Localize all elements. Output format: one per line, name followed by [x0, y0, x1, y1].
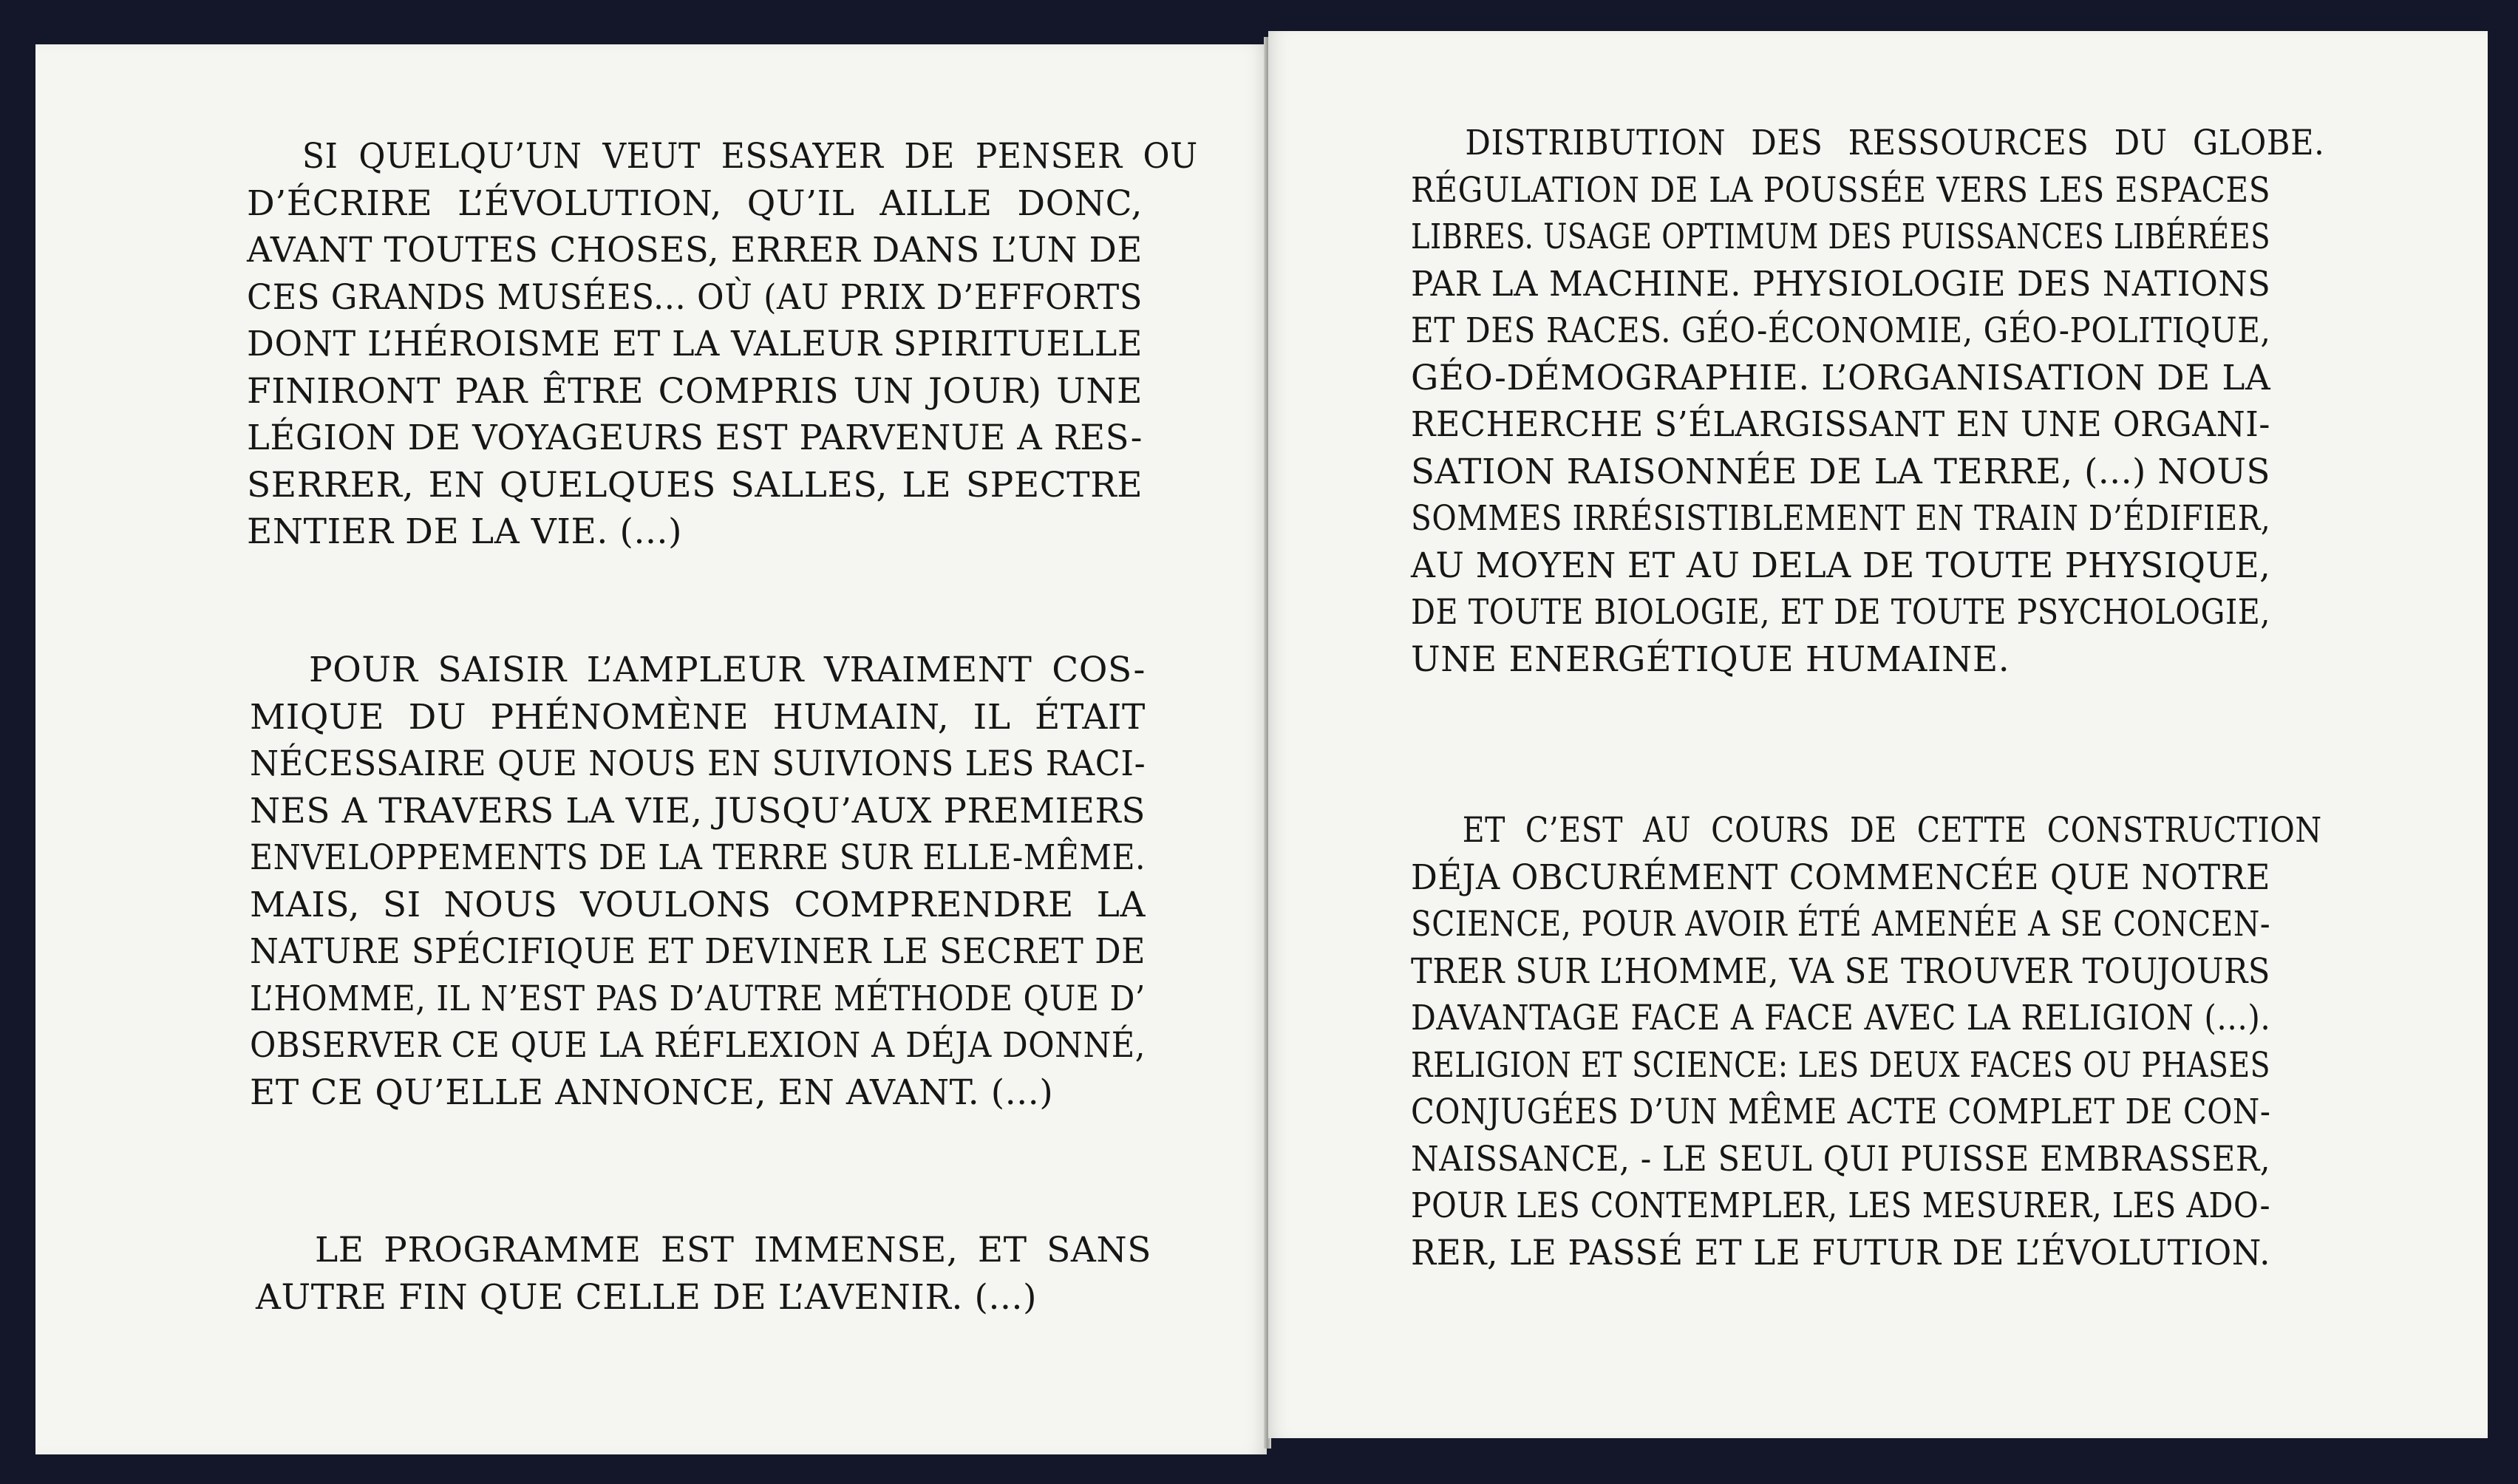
text-line: RER, LE PASSÉ ET LE FUTUR DE L’ÉVOLUTION. — [1411, 1232, 2271, 1273]
text-line: NÉCESSAIRE QUE NOUS EN SUIVIONS LES RACI- — [250, 743, 1146, 784]
text-line: SATION RAISONNÉE DE LA TERRE, (...) NOUS — [1411, 451, 2271, 492]
text-line: FINIRONT PAR ÊTRE COMPRIS UN JOUR) UNE — [247, 370, 1143, 412]
text-line: AVANT TOUTES CHOSES, ERRER DANS L’UN DE — [247, 230, 1143, 270]
text-line: RELIGION ET SCIENCE: LES DEUX FACES OU PHASES — [1411, 1044, 2271, 1086]
left-page — [35, 44, 1267, 1454]
left-paragraph-2 — [250, 647, 1146, 1116]
text-line: SOMMES IRRÉSISTIBLEMENT EN TRAIN D’ÉDIFIER, — [1411, 498, 2271, 539]
text-line: NATURE SPÉCIFIQUE ET DEVINER LE SECRET DE — [250, 931, 1146, 972]
text-line: AU MOYEN ET AU DELA DE TOUTE PHYSIQUE, — [1411, 545, 2271, 586]
right-page — [1268, 31, 2488, 1438]
text-line: DAVANTAGE FACE A FACE AVEC LA RELIGION (...). — [1411, 998, 2271, 1038]
text-line: NAISSANCE, - LE SEUL QUI PUISSE EMBRASSER, — [1411, 1138, 2271, 1180]
text-line: MAIS, SI NOUS VOULONS COMPRENDRE LA — [250, 884, 1146, 925]
text-line: AUTRE FIN QUE CELLE DE L’AVENIR. (...) — [256, 1276, 1038, 1318]
text-line: LIBRES. USAGE OPTIMUM DES PUISSANCES LIBÉRÉES — [1411, 217, 2270, 257]
text-line: DÉJA OBCURÉMENT COMMENCÉE QUE NOTRE — [1411, 857, 2271, 898]
text-line: ENTIER DE LA VIE. (...) — [247, 511, 682, 552]
text-line: POUR SAISIR L’AMPLEUR VRAIMENT COS- — [309, 650, 1146, 690]
text-line: PAR LA MACHINE. PHYSIOLOGIE DES NATIONS — [1411, 263, 2271, 304]
text-line: DISTRIBUTION DES RESSOURCES DU GLOBE. — [1465, 123, 2325, 163]
text-line: OBSERVER CE QUE LA RÉFLEXION A DÉJA DONNÉ, — [250, 1025, 1146, 1066]
text-line: NES A TRAVERS LA VIE, JUSQU’AUX PREMIERS — [250, 790, 1146, 831]
left-paragraph-1 — [247, 133, 1198, 556]
text-line: CES GRANDS MUSÉES... OÙ (AU PRIX D’EFFORTS — [247, 276, 1143, 318]
text-line: GÉO-DÉMOGRAPHIE. L’ORGANISATION DE LA — [1411, 357, 2271, 398]
text-line: CONJUGÉES D’UN MÊME ACTE COMPLET DE CON- — [1411, 1092, 2271, 1132]
text-line: MIQUE DU PHÉNOMÈNE HUMAIN, IL ÉTAIT — [250, 696, 1146, 738]
text-line: LÉGION DE VOYAGEURS EST PARVENUE A RES- — [247, 418, 1143, 458]
text-line: SCIENCE, POUR AVOIR ÉTÉ AMENÉE A SE CONCEN- — [1411, 904, 2271, 944]
right-paragraph-1 — [1411, 120, 2325, 683]
text-line: UNE ENERGÉTIQUE HUMAINE. — [1411, 639, 2010, 680]
text-line: SERRER, EN QUELQUES SALLES, LE SPECTRE — [247, 464, 1143, 506]
text-line: TRER SUR L’HOMME, VA SE TROUVER TOUJOURS — [1411, 950, 2270, 992]
text-line: DE TOUTE BIOLOGIE, ET DE TOUTE PSYCHOLOGIE, — [1411, 592, 2270, 633]
text-line: LE PROGRAMME EST IMMENSE, ET SANS — [315, 1230, 1151, 1270]
text-line: ET C’EST AU COURS DE CETTE CONSTRUCTION — [1462, 810, 2322, 851]
text-line: D’ÉCRIRE L’ÉVOLUTION, QU’IL AILLE DONC, — [247, 183, 1143, 224]
text-line: DONT L’HÉROISME ET LA VALEUR SPIRITUELLE — [247, 324, 1143, 364]
right-paragraph-2 — [1411, 807, 2322, 1276]
text-line: RÉGULATION DE LA POUSSÉE VERS LES ESPACES — [1411, 169, 2271, 211]
text-line: POUR LES CONTEMPLER, LES MESURER, LES ADO- — [1411, 1185, 2271, 1226]
text-line: SI QUELQU’UN VEUT ESSAYER DE PENSER OU — [302, 136, 1198, 177]
text-line: ENVELOPPEMENTS DE LA TERRE SUR ELLE-MÊME. — [250, 837, 1146, 878]
text-line: L’HOMME, IL N’EST PAS D’AUTRE MÉTHODE QUE D’ — [250, 978, 1146, 1019]
left-paragraph-3 — [256, 1227, 1151, 1321]
text-line: ET CE QU’ELLE ANNONCE, EN AVANT. (...) — [250, 1072, 1054, 1113]
text-line: RECHERCHE S’ÉLARGISSANT EN UNE ORGANI- — [1411, 404, 2270, 445]
text-line: ET DES RACES. GÉO-ÉCONOMIE, GÉO-POLITIQUE, — [1411, 310, 2271, 351]
